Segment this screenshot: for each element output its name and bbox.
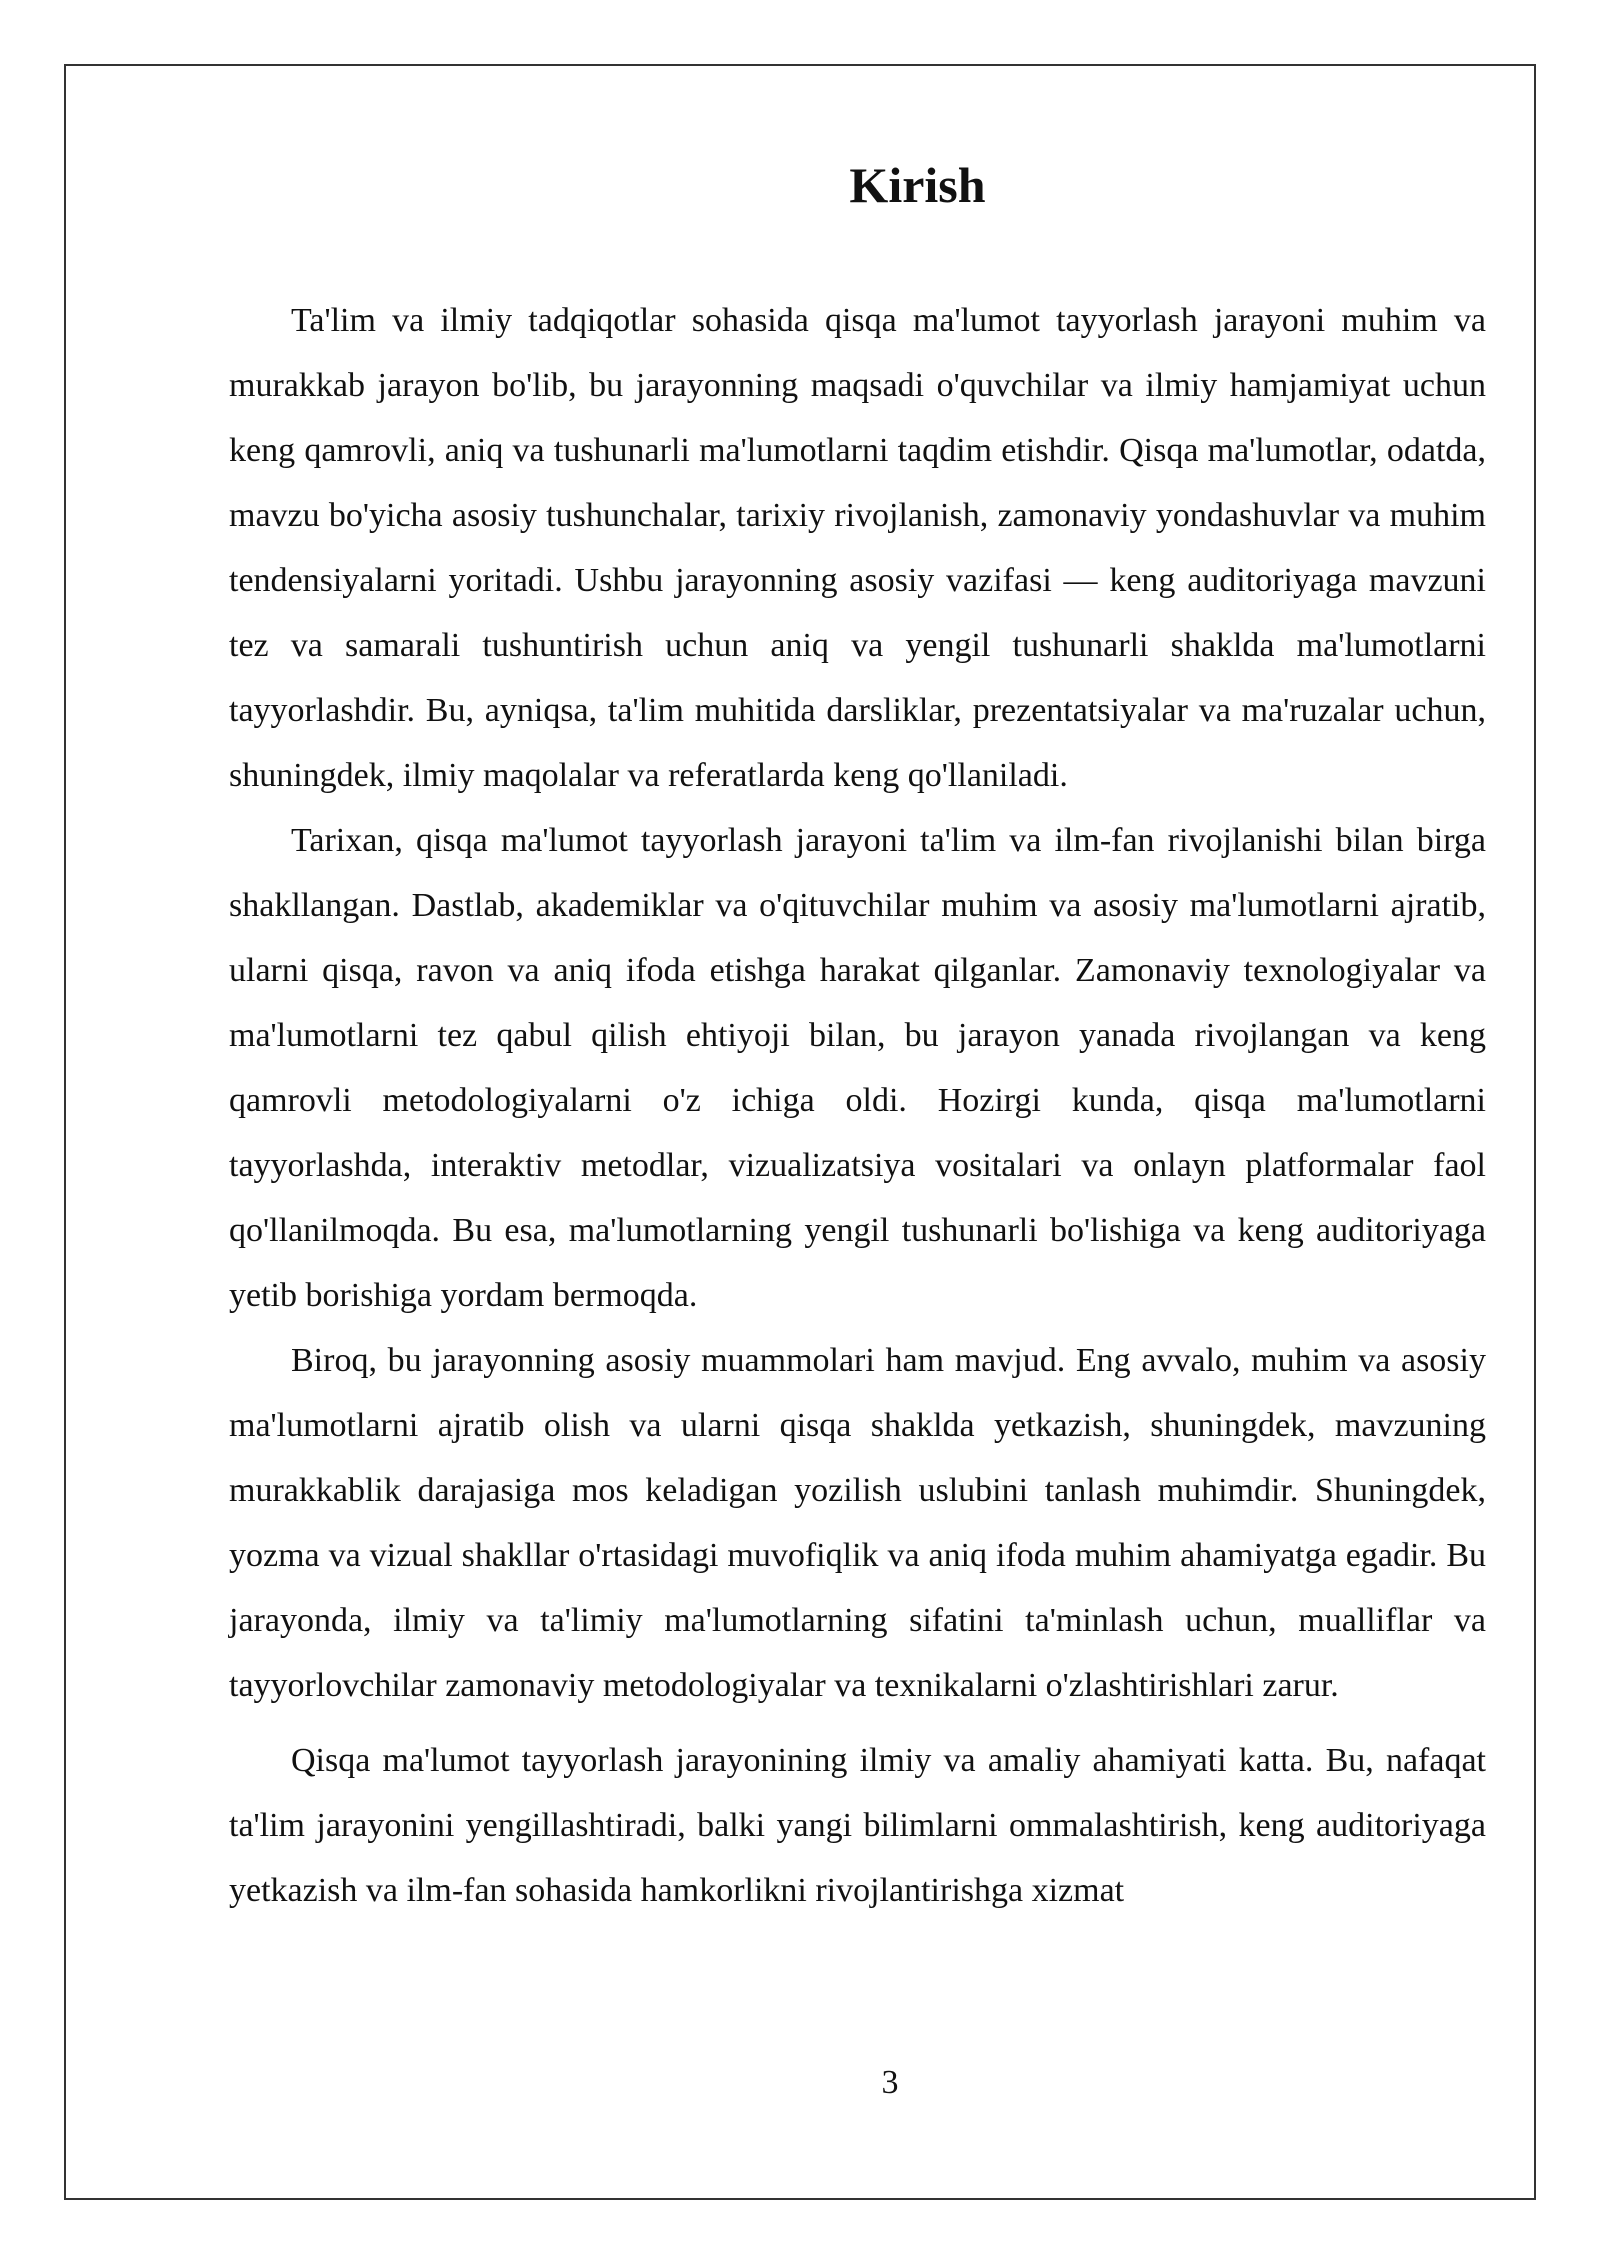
paragraph-3: Biroq, bu jarayonning asosiy muammolari ham mavjud. Eng avvalo, muhim va asosiy ma'lumotlarni ajratib olish va ularni qisqa shaklda yetkazish, shuningdek, mavzuning murakkablik darajasiga mos keladigan yozilish uslubini tanlash muhimdir. Shuningdek, yozma va vizual shakllar o'rtasidagi muvofiqlik va aniq ifoda muhim ahamiyatga egadir. Bu jarayonda, ilmiy va ta'limiy ma'lumotlarning sifatini ta'minlash uchun, mualliflar va tayyorlovchilar zamonaviy metodologiyalar va texnikalarni o'zlashtirishlari zarur. (229, 1342, 1486, 1704)
paragraph-2: Tarixan, qisqa ma'lumot tayyorlash jarayoni ta'lim va ilm-fan rivojlanishi bilan birga shakllangan. Dastlab, akademiklar va o'qituvchilar muhim va asosiy ma'lumotlarni ajratib, ularni qisqa, ravon va aniq ifoda etishga harakat qilganlar. Zamonaviy texnologiyalar va ma'lumotlarni tez qabul qilish ehtiyoji bilan, bu jarayon yanada rivojlangan va keng qamrovli metodologiyalarni o'z ichiga oldi. Hozirgi kunda, qisqa ma'lumotlarni tayyorlashda, interaktiv metodlar, vizualizatsiya vositalari va onlayn platformalar faol qo'llanilmoqda. Bu esa, ma'lumotlarning yengil tushunarli bo'lishiga va keng auditoriyaga yetib borishiga yordam bermoqda. (229, 822, 1486, 1314)
page-title: Kirish (849, 157, 986, 213)
page-number: 3 (881, 2064, 899, 2101)
page-content (229, 148, 1486, 1923)
paragraph-1: Ta'lim va ilmiy tadqiqotlar sohasida qisqa ma'lumot tayyorlash jarayoni muhim va murakkab jarayon bo'lib, bu jarayonning maqsadi o'quvchilar va ilmiy hamjamiyat uchun keng qamrovli, aniq va tushunarli ma'lumotlarni taqdim etishdir. Qisqa ma'lumotlar, odatda, mavzu bo'yicha asosiy tushunchalar, tarixiy rivojlanish, zamonaviy yondashuvlar va muhim tendensiyalarni yoritadi. Ushbu jarayonning asosiy vazifasi — keng auditoriyaga mavzuni tez va samarali tushuntirish uchun aniq va yengil tushunarli shaklda ma'lumotlarni tayyorlashdir. Bu, ayniqsa, ta'lim muhitida darsliklar, prezentatsiyalar va ma'ruzalar uchun, shuningdek, ilmiy maqolalar va referatlarda keng qo'llaniladi. (229, 302, 1486, 794)
paragraph-4: Qisqa ma'lumot tayyorlash jarayonining ilmiy va amaliy ahamiyati katta. Bu, nafaqat ta'lim jarayonini yengillashtiradi, balki yangi bilimlarni ommalashtirish, keng auditoriyaga yetkazish va ilm-fan sohasida hamkorlikni rivojlantirishga xizmat (229, 1742, 1486, 1909)
